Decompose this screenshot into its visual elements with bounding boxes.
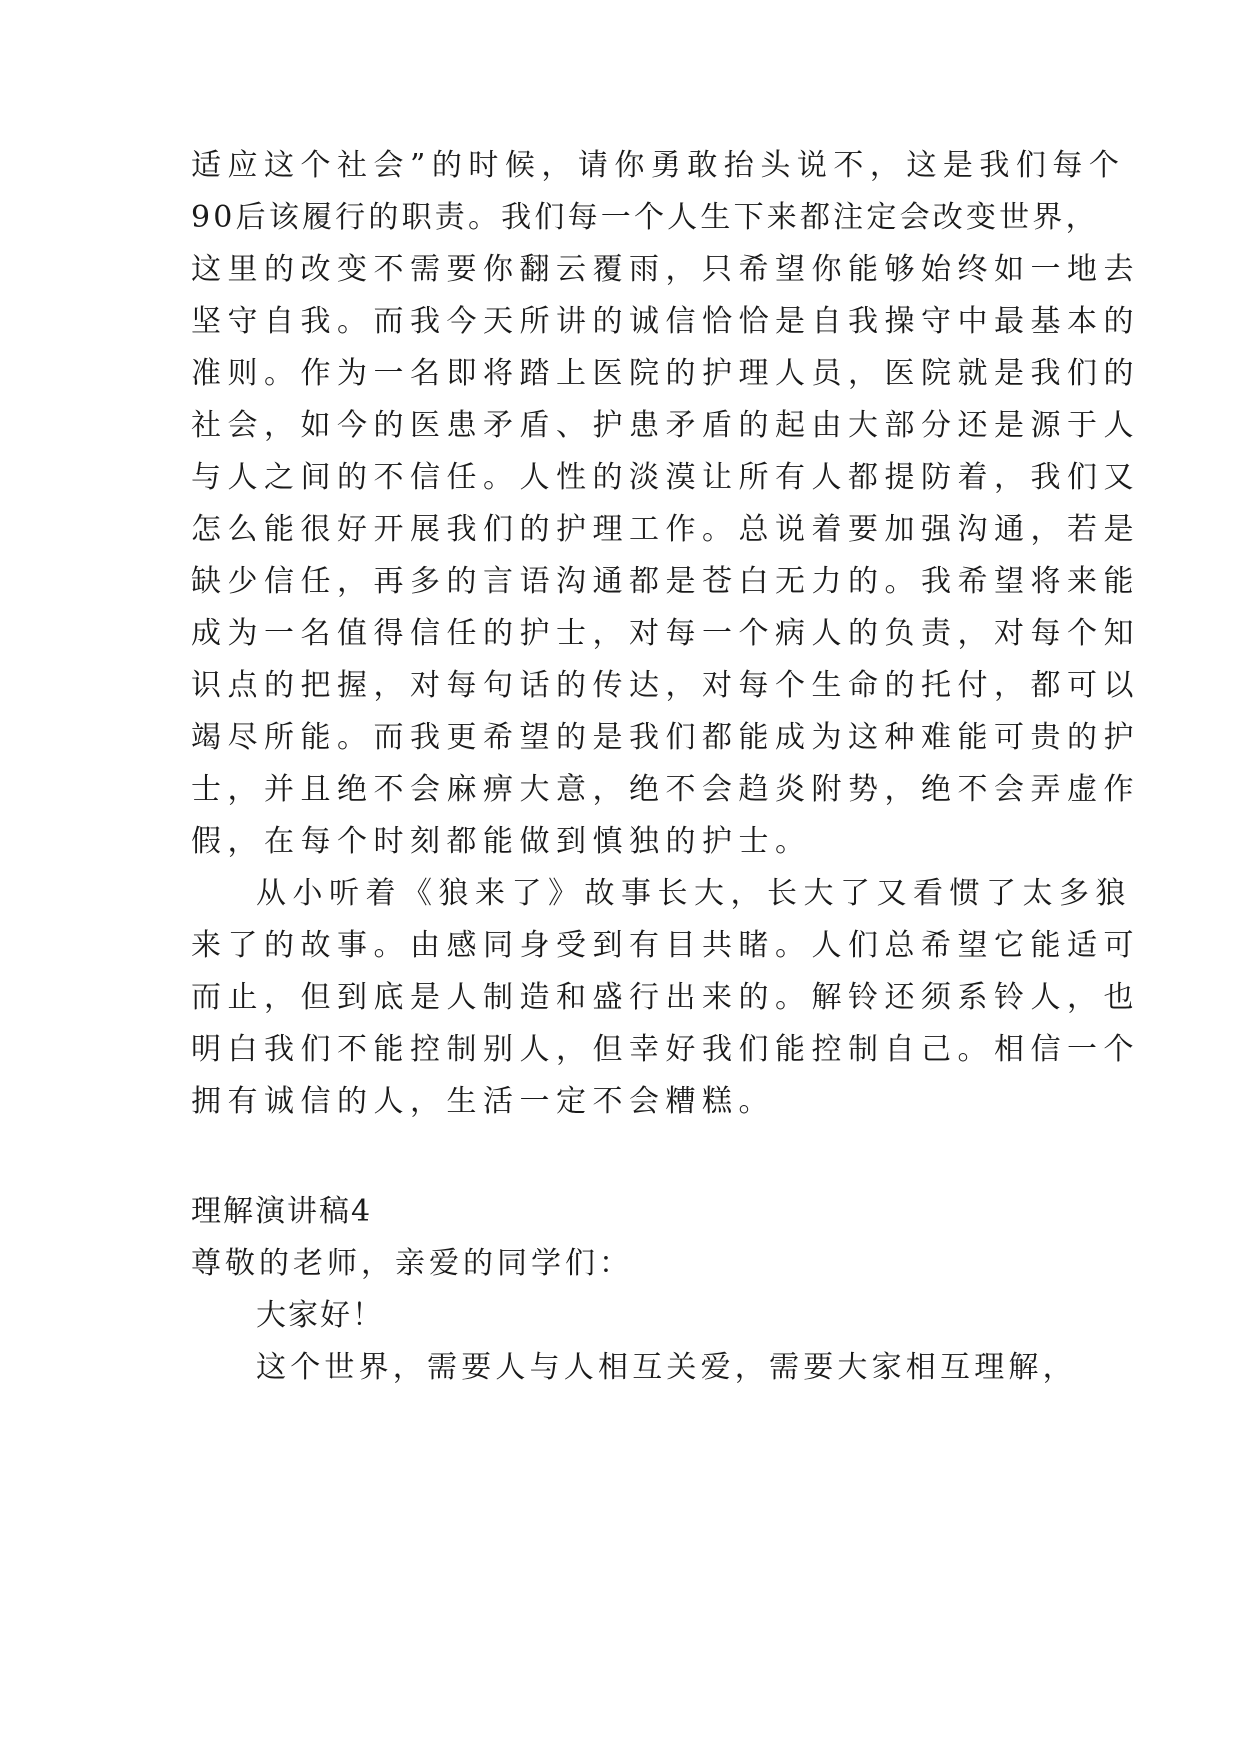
paragraph-1-line-2: 90后该履行的职责。我们每一个人生下来都注定会改变世界， (191, 200, 1099, 235)
paragraph-1-line-13: 士，并且绝不会麻痹大意，绝不会趋炎附势，绝不会弄虚作 (191, 772, 1140, 807)
paragraph-1-line-1: 适应这个社会”的时候，请你勇敢抬头说不，这是我们每个 (191, 148, 1126, 183)
paragraph-2-line-5: 拥有诚信的人，生活一定不会糟糕。 (191, 1084, 775, 1119)
paragraph-1-line-3: 这里的改变不需要你翻云覆雨，只希望你能够始终如一地去 (191, 252, 1140, 287)
paragraph-2-line-3: 而止，但到底是人制造和盛行出来的。解铃还须系铃人，也 (191, 980, 1140, 1015)
paragraph-2-line-4: 明白我们不能控制别人，但幸好我们能控制自己。相信一个 (191, 1032, 1140, 1067)
paragraph-1-line-10: 成为一名值得信任的护士，对每一个病人的负责，对每个知 (191, 616, 1140, 651)
paragraph-1-line-9: 缺少信任，再多的言语沟通都是苍白无力的。我希望将来能 (191, 564, 1140, 599)
paragraph-1-line-14: 假，在每个时刻都能做到慎独的护士。 (191, 824, 812, 859)
paragraph-2-line-1: 从小听着《狼来了》故事长大，长大了又看惯了太多狼 (256, 876, 1132, 911)
salutation: 尊敬的老师，亲爱的同学们： (191, 1246, 633, 1281)
paragraph-1-line-7: 与人之间的不信任。人性的淡漠让所有人都提防着，我们又 (191, 460, 1140, 495)
paragraph-1-line-8: 怎么能很好开展我们的护理工作。总说着要加强沟通，若是 (191, 512, 1140, 547)
paragraph-1-line-4: 坚守自我。而我今天所讲的诚信恰恰是自我操守中最基本的 (191, 304, 1140, 339)
paragraph-1-line-6: 社会，如今的医患矛盾、护患矛盾的起由大部分还是源于人 (191, 408, 1140, 443)
paragraph-1-line-12: 竭尽所能。而我更希望的是我们都能成为这种难能可贵的护 (191, 720, 1140, 755)
paragraph-2-line-2: 来了的故事。由感同身受到有目共睹。人们总希望它能适可 (191, 928, 1140, 963)
paragraph-1-line-5: 准则。作为一名即将踏上医院的护理人员，医院就是我们的 (191, 356, 1140, 391)
section-title: 理解演讲稿4 (191, 1194, 373, 1229)
greeting: 大家好！ (256, 1298, 384, 1333)
opening-line: 这个世界，需要人与人相互关爱，需要大家相互理解， (256, 1350, 1077, 1385)
paragraph-1-line-11: 识点的把握，对每句话的传达，对每个生命的托付，都可以 (191, 668, 1140, 703)
